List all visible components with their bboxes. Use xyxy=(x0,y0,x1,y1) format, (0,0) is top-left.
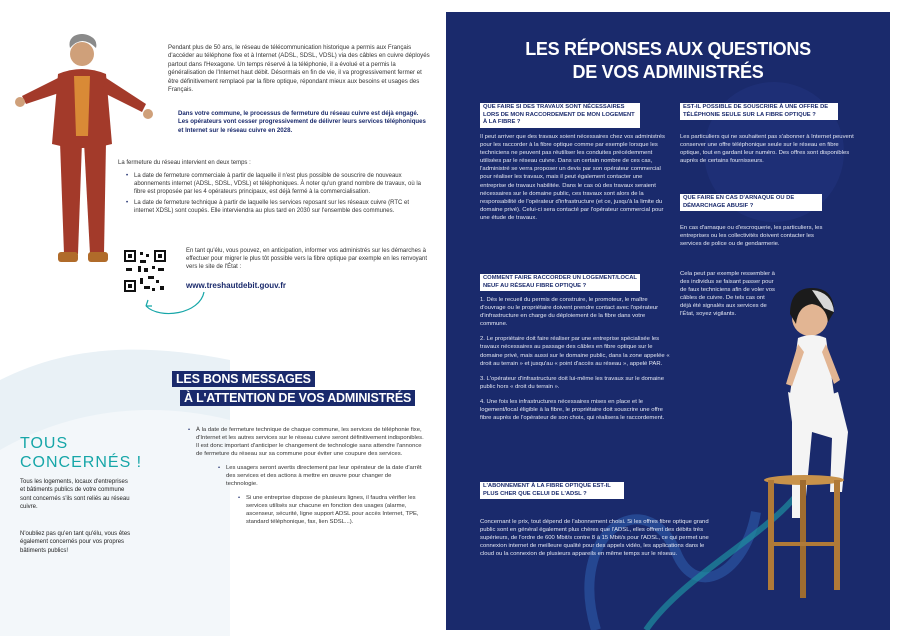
message-item: • Les usagers seront avertis directement par leur opérateur de la date d'arrêt des services et des actions à mettre en œuvre pour changer de technologie. xyxy=(218,464,424,488)
phases-title: La fermeture du réseau intervient en deux temps : xyxy=(118,160,251,166)
tous-title-line-1: TOUS xyxy=(20,435,69,452)
answer-prix: Concernant le prix, tout dépend de l'abonnement choisi. Si les offres fibre optique grand public sont en général également plus chères que l'ADSL, elles offrent des débits très supérieurs, de l'ordre de 600 Mbit/s contre 8 à 15 Mbit/s pour l'ADSL, ce qui permet une connexion internet de meilleure qualité pour des appels vidéo, les applications dans le cloud ou la connexion de plusieurs appareils en même temps sur le réseau. xyxy=(480,519,709,558)
answer-telephonie: Les particuliers qui ne souhaitent pas s'abonner à Internet peuvent conserver une offre téléphonique seule sur le réseau en fibre optique, tout en gardant leur numéro. Des offres sont disponibles auprès de certains fournisseurs. xyxy=(680,134,854,165)
left-page xyxy=(0,0,446,636)
right-page xyxy=(446,12,890,630)
curved-arrow-icon xyxy=(140,290,210,320)
messages-title-line-1: LES BONS MESSAGES xyxy=(172,371,315,387)
messages-list xyxy=(188,426,424,526)
info-paragraph: En tant qu'élu, vous pouvez, en anticipation, informer vos administrés sur les démarches à effectuer pour migrer le plus tôt possible vers la fibre optique par exemple en les renvoyant vers le site de l'État : xyxy=(186,248,428,271)
steps-list xyxy=(480,296,670,429)
step-item: 4. Une fois les infrastructures nécessaires mises en place et le logement/local éligible à la fibre, le propriétaire doit souscrire une offre fibre auprès de l'opérateur de son choix, qui réalisera le raccordement. xyxy=(480,398,665,422)
woman-on-stool-illustration xyxy=(742,274,890,630)
phase-item: • La date de fermeture commerciale à partir de laquelle il n'est plus possible de souscrire de nouveaux abonnements internet (ADSL, SDSL, VDSL) et téléphoniques. À noter qu'un grand nombre de travaux, où la fibre est proposée par les 4 opérateurs principaux, est déjà fermé à la commercialisation. xyxy=(126,172,430,197)
man-illustration xyxy=(8,34,158,274)
answer-arnaque: En cas d'arnaque ou d'escroquerie, les particuliers, les entreprises ou les collectivités doivent contacter les services de police ou de gendarmerie. xyxy=(680,225,823,248)
tous-concernes-title xyxy=(20,434,142,472)
question-label-prix: L'ABONNEMENT À LA FIBRE OPTIQUE EST-IL PLUS CHER QUE CELUI DE L'ADSL ? xyxy=(480,482,624,499)
intro-paragraph: Pendant plus de 50 ans, le réseau de télécommunication historique a permis aux Français d'accéder au téléphone fixe et à Internet (ADSL, SDSL, VDSL) via des câbles en cuivre déployés partout dans l'Hexagone. Un temps réservé à la téléphonie, il a évolué et a permis la généralisation de l'Internet haut débit. Désormais en fin de vie, il va progressivement fermer et être définitivement remplacé par la fibre optique, répondant mieux aux besoins et usages des Français. xyxy=(168,44,430,94)
step-item: 3. L'opérateur d'infrastructure doit lui-même les travaux sur le domaine public hors « droit du terrain ». xyxy=(480,375,664,390)
intro-bold-paragraph: Dans votre commune, le processus de fermeture du réseau cuivre est déjà engagé. Les opérateurs vont cesser progressivement de délivrer leurs services téléphoniques et Internet sur le réseau cuivre en 2028. xyxy=(178,110,426,134)
question-label-travaux: QUE FAIRE SI DES TRAVAUX SONT NÉCESSAIRES LORS DE MON RACCORDEMENT DE MON LOGEMENT À LA FIBRE ? xyxy=(480,103,640,128)
phase-item: • La date de fermeture technique à partir de laquelle les services reposant sur les réseaux cuivre (RTC et internet XDSL) sont coupés. Elle interviendra au plus tard en 2030 sur l'ensemble des communes. xyxy=(126,199,430,215)
qr-code-icon xyxy=(122,248,168,294)
question-label-telephonie: EST-IL POSSIBLE DE SOUSCRIRE À UNE OFFRE DE TÉLÉPHONIE SEULE SUR LA FIBRE OPTIQUE ? xyxy=(680,103,838,120)
tous-title-line-2: CONCERNÉS ! xyxy=(20,454,143,471)
answer-arnaque-example: Cela peut par exemple ressembler à des individus se faisant passer pour de faux techniciens afin de voler vos câbles de cuivre. De tels cas ont déjà été signalés aux services de l'État, soyez vigilants. xyxy=(680,271,775,318)
right-title-line-2: DE VOS ADMINISTRÉS xyxy=(572,62,764,82)
question-label-neuf: COMMENT FAIRE RACCORDER UN LOGEMENT/LOCAL NEUF AU RÉSEAU FIBRE OPTIQUE ? xyxy=(480,274,640,291)
phases-list xyxy=(126,172,430,217)
right-title-line-1: LES RÉPONSES AUX QUESTIONS xyxy=(525,39,811,59)
right-page-title xyxy=(446,38,890,84)
question-label-arnaque: QUE FAIRE EN CAS D'ARNAQUE OU DE DÉMARCHAGE ABUSIF ? xyxy=(680,194,822,211)
step-item: 1. Dès le recueil du permis de construire, le promoteur, le maître d'ouvrage ou le propriétaire doivent prendre contact avec l'opérateur d'infrastructure en charge du déploiement de la fibre dans votre commune. xyxy=(480,297,659,328)
tous-paragraph-2: N'oubliez pas qu'en tant qu'élu, vous êtes également concernés pour vos propres bâtiments publics! xyxy=(20,531,131,554)
messages-title xyxy=(172,370,422,408)
message-item: • Si une entreprise dispose de plusieurs lignes, il faudra vérifier les services utilisés sur chacune en fonction des usages (alarme, ascenseur, sécurité, ligne support ADSL pour accès Internet, TPE, standard téléphonique, fax, lien SDSL...). xyxy=(238,494,424,526)
messages-title-line-2: À L'ATTENTION DE VOS ADMINISTRÉS xyxy=(180,390,415,406)
step-item: 2. Le propriétaire doit faire réaliser par une entreprise spécialisée les travaux nécessaires au passage des câbles en fibre optique sur le domaine privé, mais aussi sur le domaine public, dans la zone appelée « droit au terrain » et jusqu'au « point d'accès au réseau », appelé PAR. xyxy=(480,336,670,367)
tous-paragraph-1: Tous les logements, locaux d'entreprises et bâtiments publics de votre commune sont concernés s'ils sont reliés au réseau cuivre. xyxy=(20,479,130,511)
answer-travaux: Il peut arriver que des travaux soient nécessaires chez vos administrés pour les raccorder à la fibre optique comme par exemple lorsque les techniciens ne peuvent pas réutiliser les conduites précédemment utilisées par le réseau cuivre. Dans un certain nombre de ces cas, l'administré se verra proposer un devis par son opérateur commercial pour réaliser les travaux, mais il peut également contacter une entreprise de travaux habilitée. Dans le cas où des travaux seraient nécessaires sur le domaine public, ces travaux sont alors de la responsabilité de l'opérateur d'infrastructure (et ce, jusqu'à la limite du domaine privé). Celui-ci sera contacté par l'opérateur commercial pour une étude de travaux. xyxy=(480,134,665,221)
website-link[interactable]: www.treshautdebit.gouv.fr xyxy=(186,281,287,290)
message-item: • À la date de fermeture technique de chaque commune, les services de téléphonie fixe, d'Internet et les autres services sur le réseau cuivre seront définitivement indisponibles. Il est donc important d'anticiper le changement de technologie sans attendre l'annonce de fermeture du réseau sur sa commune pour éviter une coupure des services. xyxy=(188,426,424,458)
